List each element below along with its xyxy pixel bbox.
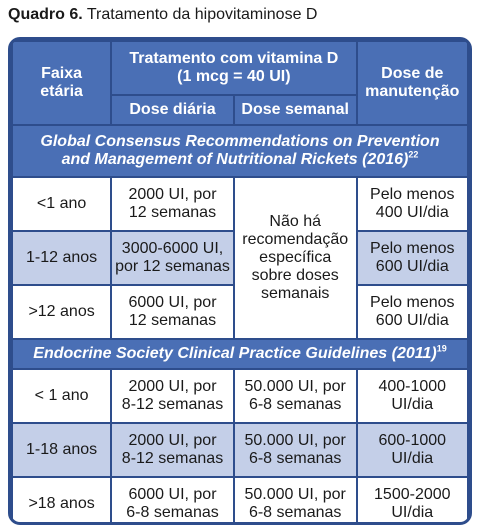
cell-age: 1-12 anos [13, 232, 110, 284]
header-weekly: Dose semanal [235, 96, 356, 124]
cell-maintenance: 400-1000 UI/dia [358, 370, 467, 422]
cell-maintenance: 600-1000 UI/dia [358, 424, 467, 476]
section-year: (2011) [387, 345, 437, 362]
cell-age: >18 anos [13, 478, 110, 525]
cell-maintenance: Pelo menos 600 UI/dia [358, 286, 467, 338]
section-title-text: Global Consensus Recommendations on Prevention and Management of Nutritional Rickets [40, 133, 440, 168]
table-caption [8, 6, 317, 24]
cell-daily: 2000 UI, por 8-12 semanas [112, 370, 233, 422]
section-ref: 19 [436, 343, 447, 354]
caption-title: Tratamento da hipovitaminose D [82, 6, 318, 23]
header-maintenance: Dose de manutenção [358, 42, 467, 124]
section-title-endocrine [13, 340, 467, 368]
cell-age: 1-18 anos [13, 424, 110, 476]
section-title-text: Endocrine Society Clinical Practice Guidelines [33, 345, 388, 362]
cell-weekly: 50.000 UI, por 6-8 semanas [235, 370, 356, 422]
cell-maintenance: 1500-2000 UI/dia [358, 478, 467, 525]
section-ref: 22 [408, 149, 419, 160]
section-title-global [13, 126, 467, 176]
cell-age: < 1 ano [13, 370, 110, 422]
section-year: (2016) [357, 151, 409, 168]
header-age: Faixa etária [13, 42, 110, 124]
cell-daily: 6000 UI, por 12 semanas [112, 286, 233, 338]
cell-weekly-merged: Não há recomendação específica sobre doses semanais [235, 178, 356, 338]
cell-maintenance: Pelo menos 400 UI/dia [358, 178, 467, 230]
cell-daily: 6000 UI, por 6-8 semanas [112, 478, 233, 525]
cell-weekly: 50.000 UI, por 6-8 semanas [235, 478, 356, 525]
cell-daily: 2000 UI, por 12 semanas [112, 178, 233, 230]
header-treatment: Tratamento com vitamina D (1 mcg = 40 UI) [112, 42, 355, 94]
cell-weekly: 50.000 UI, por 6-8 semanas [235, 424, 356, 476]
caption-label: Quadro 6. [8, 6, 83, 23]
treatment-table [8, 37, 472, 525]
cell-maintenance: Pelo menos 600 UI/dia [358, 232, 467, 284]
header-daily: Dose diária [112, 96, 233, 124]
cell-daily: 3000-6000 UI, por 12 semanas [112, 232, 233, 284]
cell-age: <1 ano [13, 178, 110, 230]
cell-daily: 2000 UI, por 8-12 semanas [112, 424, 233, 476]
cell-age: >12 anos [13, 286, 110, 338]
